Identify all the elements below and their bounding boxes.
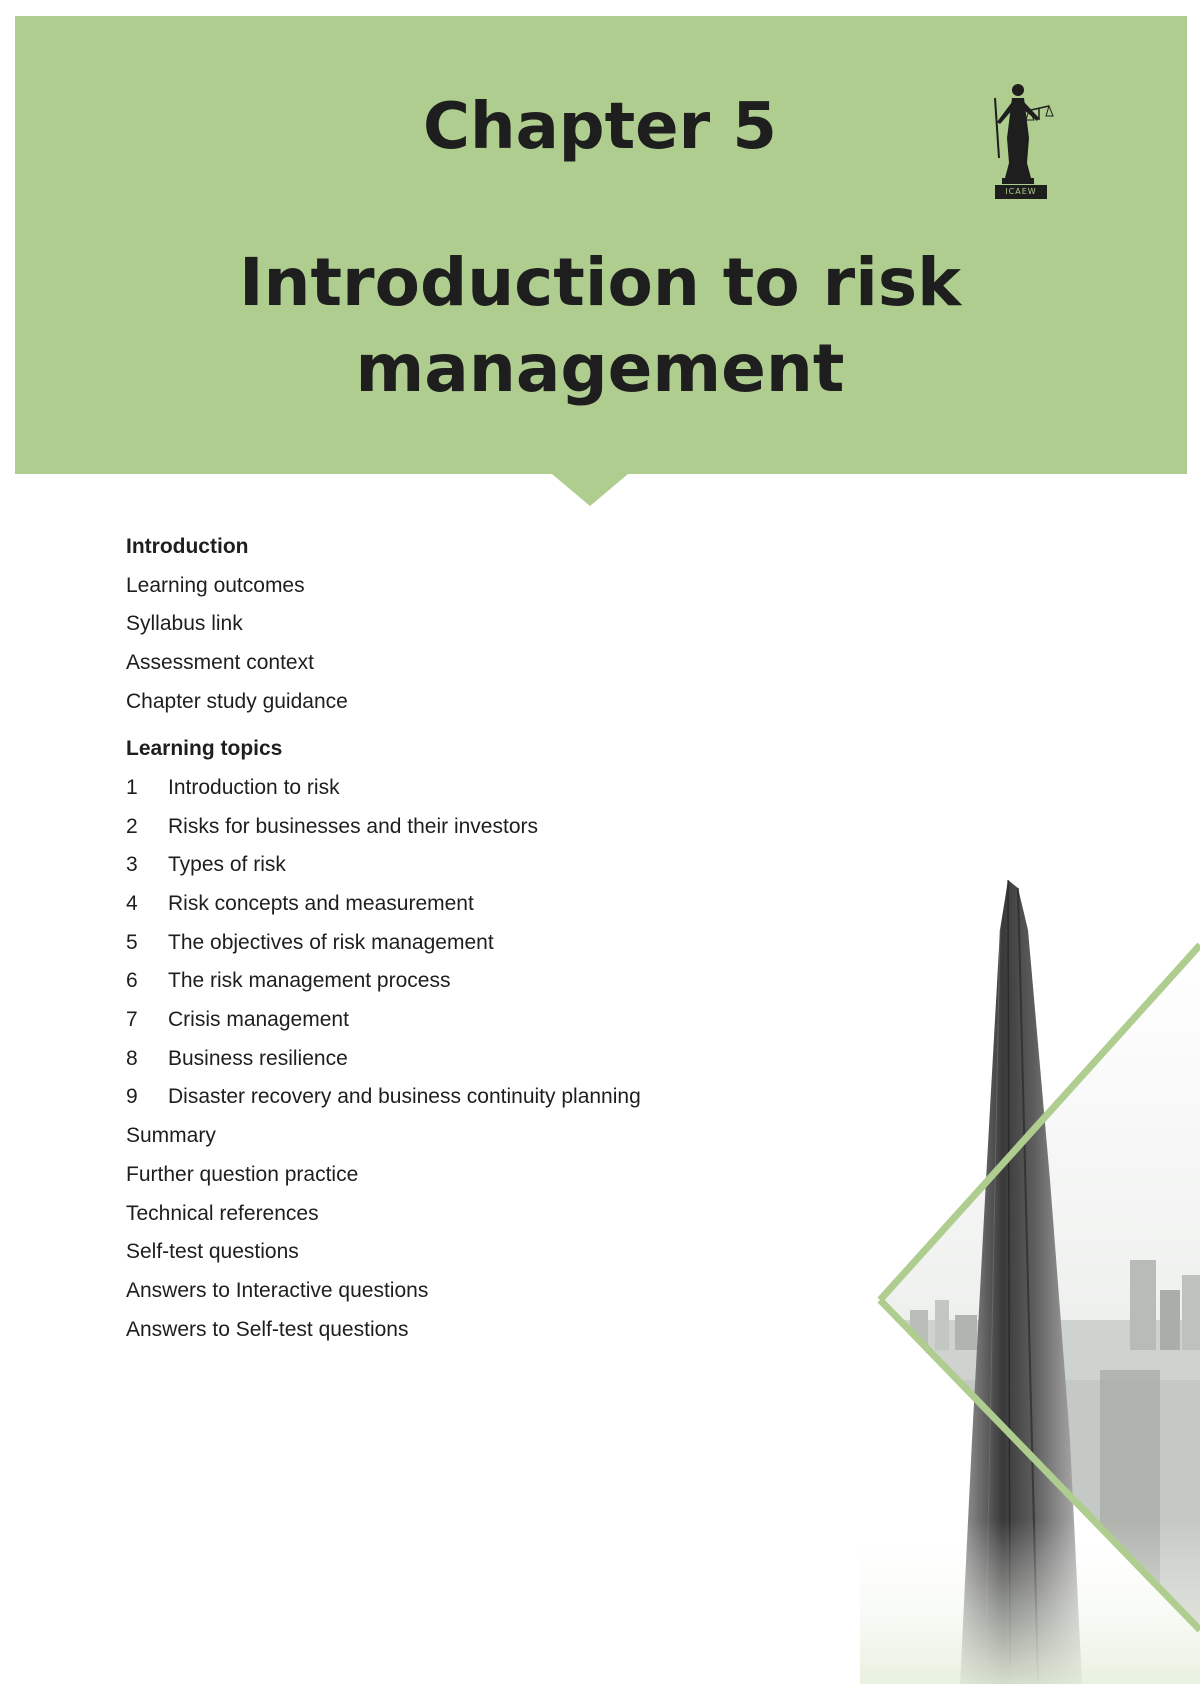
topic-label: Risk concepts and measurement (168, 891, 474, 915)
topic-label: The objectives of risk management (168, 930, 494, 954)
topic-label: Risks for businesses and their investors (168, 814, 538, 838)
toc-item-learning-outcomes[interactable]: Learning outcomes (126, 573, 305, 597)
topic-number: 3 (126, 853, 138, 877)
toc-topic-8[interactable] (126, 1040, 826, 1079)
toc-item-technical-references[interactable]: Technical references (126, 1201, 319, 1225)
table-of-contents (126, 528, 826, 1349)
toc-topic-6[interactable] (126, 962, 826, 1001)
toc-intro-list (126, 567, 826, 722)
justice-figure-logo-icon (985, 78, 1055, 200)
toc-heading-learning-topics: Learning topics (126, 737, 283, 761)
topic-number: 8 (126, 1046, 138, 1070)
chapter-title-line1: Introduction to risk (238, 244, 962, 321)
topic-number: 2 (126, 814, 138, 838)
toc-topic-2[interactable] (126, 808, 826, 847)
toc-item-further-question-practice[interactable]: Further question practice (126, 1162, 359, 1186)
header-pointer (552, 474, 628, 506)
toc-item-chapter-study-guidance[interactable]: Chapter study guidance (126, 689, 348, 713)
topic-number: 6 (126, 969, 138, 993)
toc-topic-9[interactable] (126, 1078, 826, 1117)
topic-number: 9 (126, 1085, 138, 1109)
toc-topic-1[interactable] (126, 769, 826, 808)
topic-number: 7 (126, 1008, 138, 1032)
toc-topic-3[interactable] (126, 846, 826, 885)
toc-item-syllabus-link[interactable]: Syllabus link (126, 612, 243, 636)
chapter-number: Chapter 5 (423, 90, 777, 164)
toc-item-assessment-context[interactable]: Assessment context (126, 650, 314, 674)
topic-label: Business resilience (168, 1046, 348, 1070)
toc-heading-introduction: Introduction (126, 535, 249, 558)
topic-label: Introduction to risk (168, 775, 340, 799)
toc-topic-7[interactable] (126, 1001, 826, 1040)
toc-item-answers-interactive[interactable]: Answers to Interactive questions (126, 1278, 429, 1302)
topic-label: Disaster recovery and business continuity planning (168, 1085, 641, 1109)
logo-caption: ICAEW (995, 185, 1047, 199)
topic-number: 4 (126, 891, 138, 915)
toc-item-answers-self-test[interactable]: Answers to Self-test questions (126, 1317, 409, 1341)
toc-topic-5[interactable] (126, 924, 826, 963)
chapter-title (200, 240, 1000, 412)
toc-topic-4[interactable] (126, 885, 826, 924)
topic-label: Crisis management (168, 1008, 349, 1032)
chapter-title-line2: management (355, 330, 845, 407)
toc-item-self-test-questions[interactable]: Self-test questions (126, 1240, 299, 1264)
topic-label: Types of risk (168, 853, 286, 877)
toc-closing-list (126, 1117, 826, 1349)
toc-item-summary[interactable]: Summary (126, 1124, 216, 1148)
topic-label: The risk management process (168, 969, 451, 993)
shard-skyscraper-photo (860, 880, 1200, 1684)
toc-topics-list (126, 769, 826, 1117)
topic-number: 5 (126, 930, 138, 954)
topic-number: 1 (126, 775, 138, 799)
